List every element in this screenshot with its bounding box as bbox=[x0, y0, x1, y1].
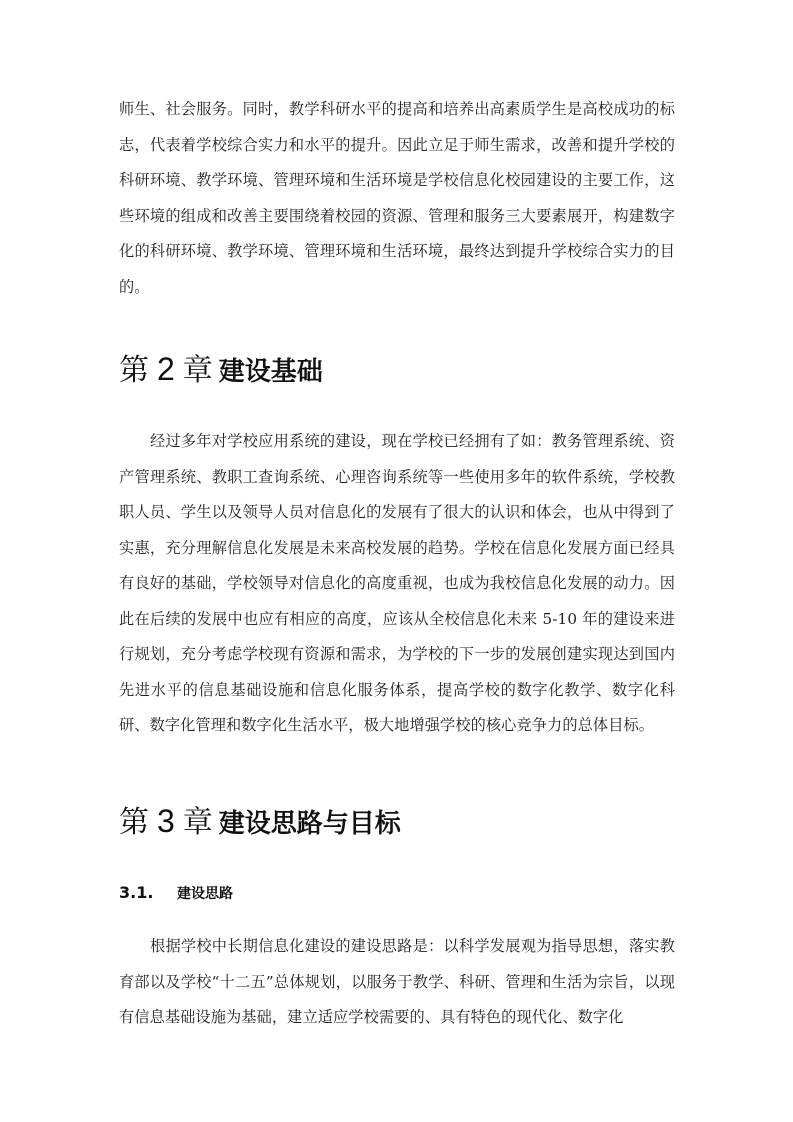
chapter-prefix: 第 bbox=[119, 805, 149, 840]
section-title: 建设思路 bbox=[177, 886, 233, 902]
chapter-digit: 3 bbox=[157, 803, 175, 839]
body-paragraph: 根据学校中长期信息化建设的建设思路是：以科学发展观为指导思想，落实教育部以及学校“十二五”总体规划，以服务于教学、科研、管理和生活为宗旨，以现有信息基础设施为基础，建立适应学校需要的、具有特色的现代化、数字化 bbox=[119, 937, 675, 1026]
body-paragraph: 经过多年对学校应用系统的建设，现在学校已经拥有了如：教务管理系统、资产管理系统、教职工查询系统、心理咨询系统等一些使用多年的软件系统，学校教职人员、学生以及领导人员对信息化的发展有了很大的认识和体会，也从中得到了实惠，充分理解信息化发展是未来高校发展的趋势。学校在信息化发展方面已经具有良好的基础，学校领导对信息化的高度重视，也成为我校信息化发展的动力。因此在后续的发展中也应有相应的高度，应该从全校信息化未来 5-10 年的建设来进行规划，充分考虑学校现有资源和需求，为学校的下一步的发展创建实现达到国内先进水平的信息基础设施和信息化服务体系，提高学校的数字化教学、数字化科研、数字化管理和数字化生活水平，极大地增强学校的核心竞争力的总体目标。 bbox=[119, 432, 675, 734]
section-heading bbox=[119, 881, 233, 906]
chapter-suffix: 章 bbox=[182, 353, 213, 388]
chapter-suffix: 章 bbox=[182, 805, 213, 840]
chapter-title: 建设基础 bbox=[218, 357, 323, 387]
chapter-prefix: 第 bbox=[119, 353, 149, 388]
chapter-number bbox=[119, 805, 213, 840]
body-paragraph: 师生、社会服务。同时，教学科研水平的提高和培养出高素质学生是高校成功的标志，代表着学校综合实力和水平的提升。因此立足于师生需求，改善和提升学校的科研环境、教学环境、管理环境和生活环境是学校信息化校园建设的主要工作，这些环境的组成和改善主要围绕着校园的资源、管理和服务三大要素展开，构建数字化的科研环境、教学环境、管理环境和生活环境，最终达到提升学校综合实力的目的。 bbox=[119, 100, 675, 296]
chapter-title: 建设思路与目标 bbox=[218, 809, 401, 839]
section-number: 3.1. bbox=[119, 883, 154, 902]
chapter-heading bbox=[119, 801, 401, 844]
chapter-digit: 2 bbox=[157, 351, 175, 387]
chapter-number bbox=[119, 353, 213, 388]
chapter-heading bbox=[119, 349, 323, 392]
